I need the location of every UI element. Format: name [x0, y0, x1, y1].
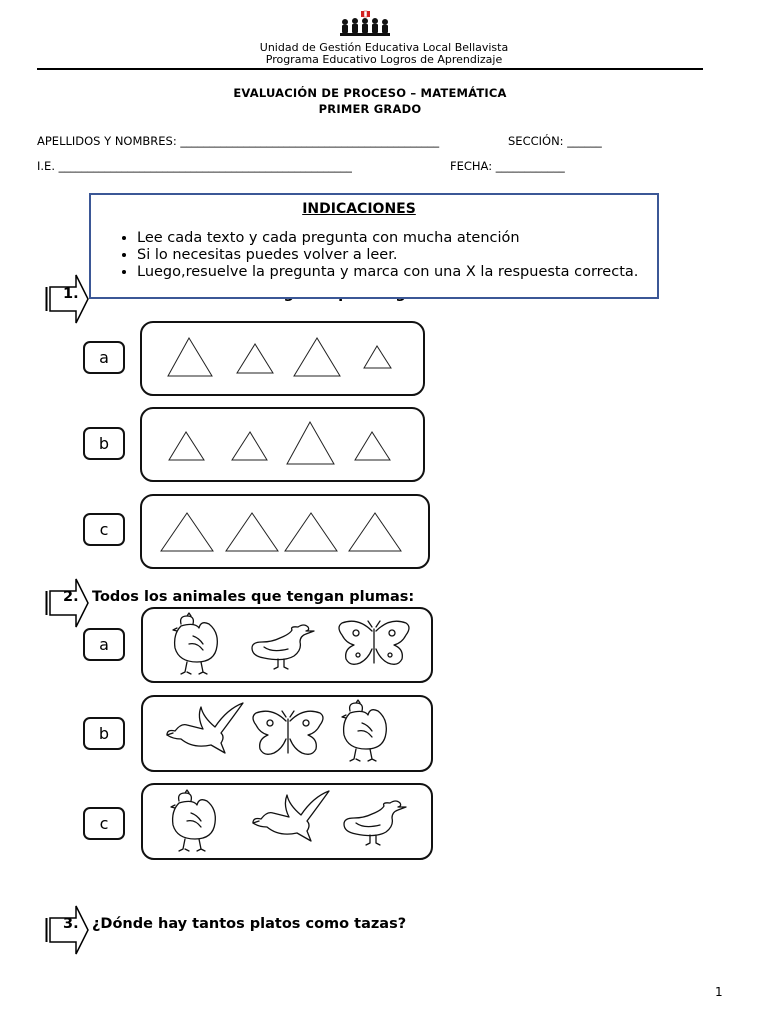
hen-icon: [173, 613, 217, 674]
option-1a-button[interactable]: a: [83, 341, 125, 374]
hen-icon: [171, 790, 215, 851]
animals-set-a: [143, 609, 431, 681]
option-1b-frame[interactable]: [140, 407, 425, 482]
question-3-number: 3.: [63, 916, 79, 932]
children-logo-icon: [335, 10, 395, 40]
option-2b-button[interactable]: b: [83, 717, 125, 750]
question-3-arrow: [44, 905, 90, 959]
header-line-1: Unidad de Gestión Educativa Local Bellavista: [259, 41, 509, 54]
question-3-text: ¿Dónde hay tantos platos como tazas?: [92, 916, 407, 932]
duck-icon: [252, 625, 314, 669]
instruction-item: • Luego,resuelve la pregunta y marca con una X la respuesta correcta.: [137, 264, 657, 281]
page-number: 1: [715, 985, 723, 999]
option-2a-button[interactable]: a: [83, 628, 125, 661]
name-field[interactable]: APELLIDOS Y NOMBRES: _____________________________________________: [37, 134, 440, 148]
option-1c-frame[interactable]: [140, 494, 430, 569]
option-2c-frame[interactable]: [141, 783, 433, 860]
duck-icon: [344, 801, 406, 845]
header-logo: [335, 10, 395, 40]
butterfly-icon: [339, 621, 409, 664]
dove-icon: [167, 703, 243, 753]
instructions-title: INDICACIONES: [302, 201, 416, 217]
hen-icon: [342, 700, 386, 761]
option-1c-button[interactable]: c: [83, 513, 125, 546]
exam-title: EVALUACIÓN DE PROCESO – MATEMÁTICA: [233, 86, 507, 100]
option-1b-button[interactable]: b: [83, 427, 125, 460]
instructions-box: [89, 193, 659, 299]
option-2b-frame[interactable]: [141, 695, 433, 772]
question-2-number: 2.: [63, 589, 79, 605]
question-2-text: Todos los animales que tengan plumas:: [92, 589, 415, 605]
header-divider: [37, 68, 703, 70]
instructions-list: [91, 230, 657, 281]
option-2c-button[interactable]: c: [83, 807, 125, 840]
triangles-set-a: [142, 323, 423, 394]
instruction-item: • Si lo necesitas puedes volver a leer.: [137, 247, 657, 264]
animals-set-b: [143, 697, 431, 770]
section-field[interactable]: SECCIÓN: ______: [508, 134, 602, 148]
instruction-item: • Lee cada texto y cada pregunta con mucha atención: [137, 230, 657, 247]
header-line-2: Programa Educativo Logros de Aprendizaje: [265, 53, 503, 66]
option-1a-frame[interactable]: [140, 321, 425, 396]
butterfly-icon: [253, 711, 323, 754]
animals-set-c: [143, 785, 431, 858]
triangles-set-b: [142, 409, 423, 480]
question-1-number: 1.: [63, 286, 79, 302]
question-2-arrow: [44, 578, 90, 632]
option-2a-frame[interactable]: [141, 607, 433, 683]
grade-title: PRIMER GRADO: [318, 102, 422, 116]
dove-icon: [253, 791, 329, 841]
triangles-set-c: [142, 496, 428, 567]
school-field[interactable]: I.E. ___________________________________________________: [37, 159, 352, 173]
date-field[interactable]: FECHA: ____________: [450, 159, 565, 173]
